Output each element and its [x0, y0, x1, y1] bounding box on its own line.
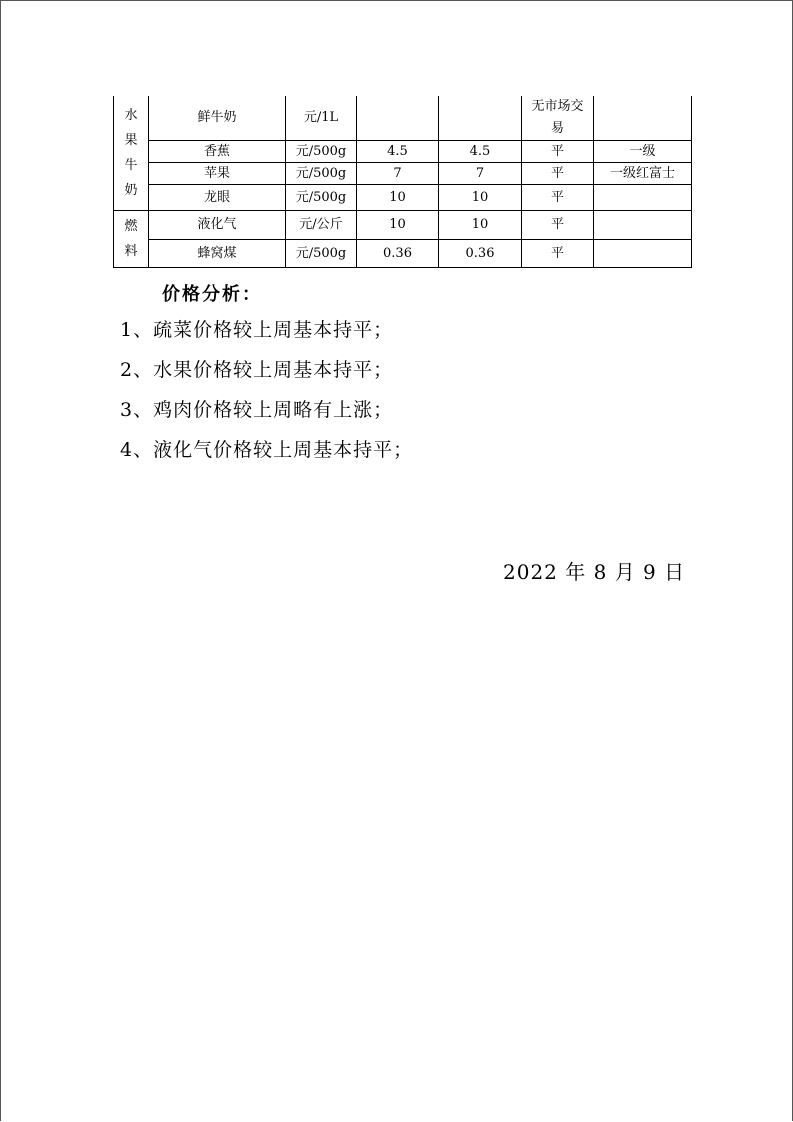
analysis-item: 1、疏菜价格较上周基本持平；: [120, 319, 394, 341]
item-name: 液化气: [149, 211, 286, 240]
category-char: 水: [124, 108, 138, 123]
this-week-price: 10: [439, 211, 522, 240]
item-unit: 元/500g: [286, 185, 357, 211]
category-char: 牛: [124, 158, 138, 173]
table-row: [114, 185, 692, 211]
analysis-title: 价格分析：: [162, 284, 262, 305]
item-name: 蜂窝煤: [149, 240, 286, 268]
last-week-price: 7: [357, 163, 439, 185]
item-name: 鲜牛奶: [149, 96, 286, 141]
table-row: [114, 163, 692, 185]
category-char: 奶: [124, 183, 138, 198]
table-row: [114, 141, 692, 163]
trend-cell: 平: [522, 163, 594, 185]
note-cell: [594, 96, 692, 141]
note-cell: 一级红富士: [594, 163, 692, 185]
item-unit: 元/500g: [286, 240, 357, 268]
item-unit: 元/500g: [286, 163, 357, 185]
last-week-price: 4.5: [357, 141, 439, 163]
category-cell-fruit-milk: [114, 96, 149, 211]
last-week-price: 0.36: [357, 240, 439, 268]
trend-cell: 平: [522, 211, 594, 240]
category-cell-fuel: [114, 211, 149, 268]
category-char: 燃: [124, 219, 138, 234]
table-row: [114, 96, 692, 141]
this-week-price: 0.36: [439, 240, 522, 268]
item-unit: 元/公斤: [286, 211, 357, 240]
this-week-price: [439, 96, 522, 141]
analysis-item: 4、液化气价格较上周基本持平；: [120, 439, 414, 461]
this-week-price: 10: [439, 185, 522, 211]
note-cell: [594, 185, 692, 211]
report-date: 2022 年 8 月 9 日: [503, 560, 686, 584]
item-name: 龙眼: [149, 185, 286, 211]
category-char: 果: [124, 133, 138, 148]
analysis-item: 2、水果价格较上周基本持平；: [120, 359, 394, 381]
item-name: 苹果: [149, 163, 286, 185]
this-week-price: 4.5: [439, 141, 522, 163]
trend-text: 无市场交易: [531, 99, 584, 136]
item-name: 香蕉: [149, 141, 286, 163]
table-row: [114, 211, 692, 240]
last-week-price: 10: [357, 185, 439, 211]
note-cell: [594, 211, 692, 240]
trend-cell: [522, 96, 594, 141]
item-unit: 元/500g: [286, 141, 357, 163]
note-cell: [594, 240, 692, 268]
analysis-item: 3、鸡肉价格较上周略有上涨；: [120, 399, 394, 421]
last-week-price: [357, 96, 439, 141]
price-table: [113, 96, 692, 268]
item-unit: 元/1L: [286, 96, 357, 141]
trend-cell: 平: [522, 185, 594, 211]
this-week-price: 7: [439, 163, 522, 185]
table-row: [114, 240, 692, 268]
analysis-list: [120, 312, 413, 472]
note-cell: 一级: [594, 141, 692, 163]
trend-cell: 平: [522, 141, 594, 163]
category-char: 料: [124, 244, 138, 259]
trend-cell: 平: [522, 240, 594, 268]
last-week-price: 10: [357, 211, 439, 240]
